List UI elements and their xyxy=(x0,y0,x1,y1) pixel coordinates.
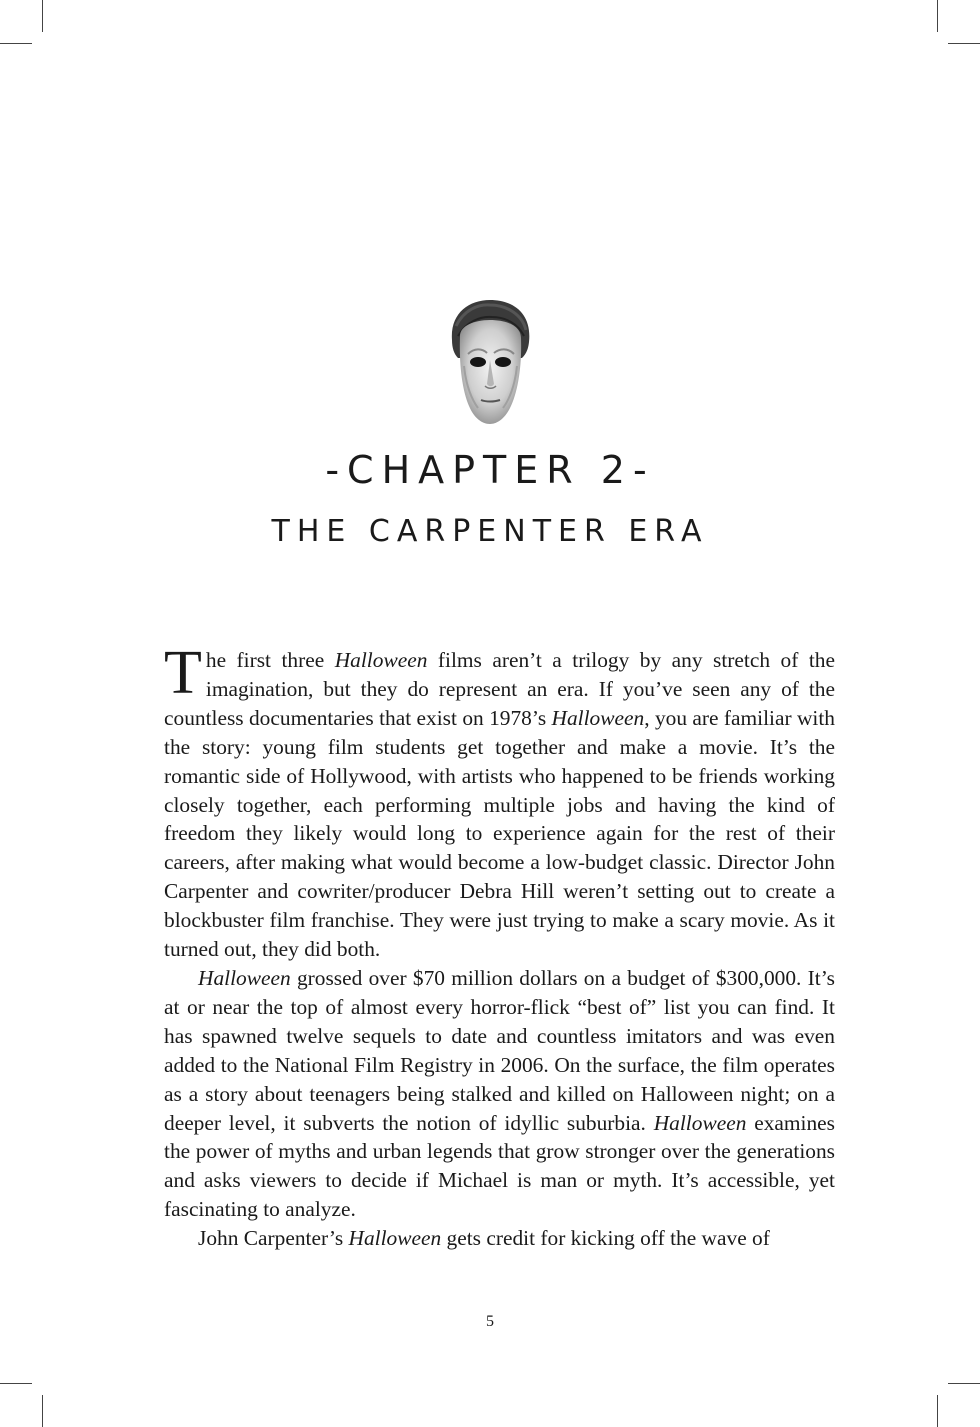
crop-mark xyxy=(948,1383,980,1384)
text-run: grossed over $70 million dollars on a budget of $300,000. It’s at or near the top of almost every horror-flick “best of” list you can find. It has spawned twelve sequels to date and countless imitators and was even added to the National Film Registry in 2006. On the surface, the film operates as a story about teenagers being stalked and killed on Halloween night; on a deeper level, it subverts the notion of idyllic suburbia. xyxy=(164,965,835,1135)
crop-mark xyxy=(948,43,980,44)
paragraph xyxy=(164,1224,835,1253)
film-title: Halloween xyxy=(198,965,291,990)
text-run: films aren’t a trilogy by any stretch of the imagination, but they do represent an era. If you’ve seen any of the countless documentaries that exist on 1978’s xyxy=(164,648,835,730)
michael-myers-mask-icon xyxy=(444,296,536,428)
text-run: John Carpenter’s xyxy=(198,1226,349,1251)
crop-mark xyxy=(42,0,43,32)
film-title: Halloween xyxy=(334,648,428,672)
text-run: gets credit for kicking off the wave of xyxy=(441,1226,770,1251)
text-run: examines the power of myths and urban legends that grow stronger over the generations and asks viewers to decide if Michael is man or myth. It’s accessible, yet fascinating to analyze. xyxy=(164,1110,835,1222)
page-number: 5 xyxy=(486,1313,494,1330)
text-run: , you are familiar with the story: young film students get together and make a movie. It’s the romantic side of Hollywood, with artists who happened to be friends working closely together, each performing multiple jobs and having the kind of freedom they likely would long to experience again for the rest of their careers, after making what would become a low-budget classic. Director John Carpenter and cowriter/producer Debra Hill weren’t setting out to create a blockbuster film franchise. They were just trying to make a scary movie. As it turned out, they did both. xyxy=(164,705,836,962)
paragraph xyxy=(164,639,836,964)
film-title: Halloween xyxy=(653,1110,747,1135)
film-title: Halloween xyxy=(551,705,645,730)
crop-mark xyxy=(42,1395,43,1427)
crop-mark xyxy=(0,43,32,44)
chapter-body xyxy=(164,639,836,1253)
text-run: he first three xyxy=(205,648,335,672)
film-title: Halloween xyxy=(348,1226,442,1251)
chapter-number: -CHAPTER 2- xyxy=(325,448,655,492)
crop-mark xyxy=(937,0,938,32)
crop-mark xyxy=(937,1395,938,1427)
paragraph xyxy=(164,964,835,1224)
chapter-title: THE CARPENTER ERA xyxy=(271,514,709,549)
crop-mark xyxy=(0,1383,32,1384)
drop-cap: T xyxy=(164,639,202,707)
